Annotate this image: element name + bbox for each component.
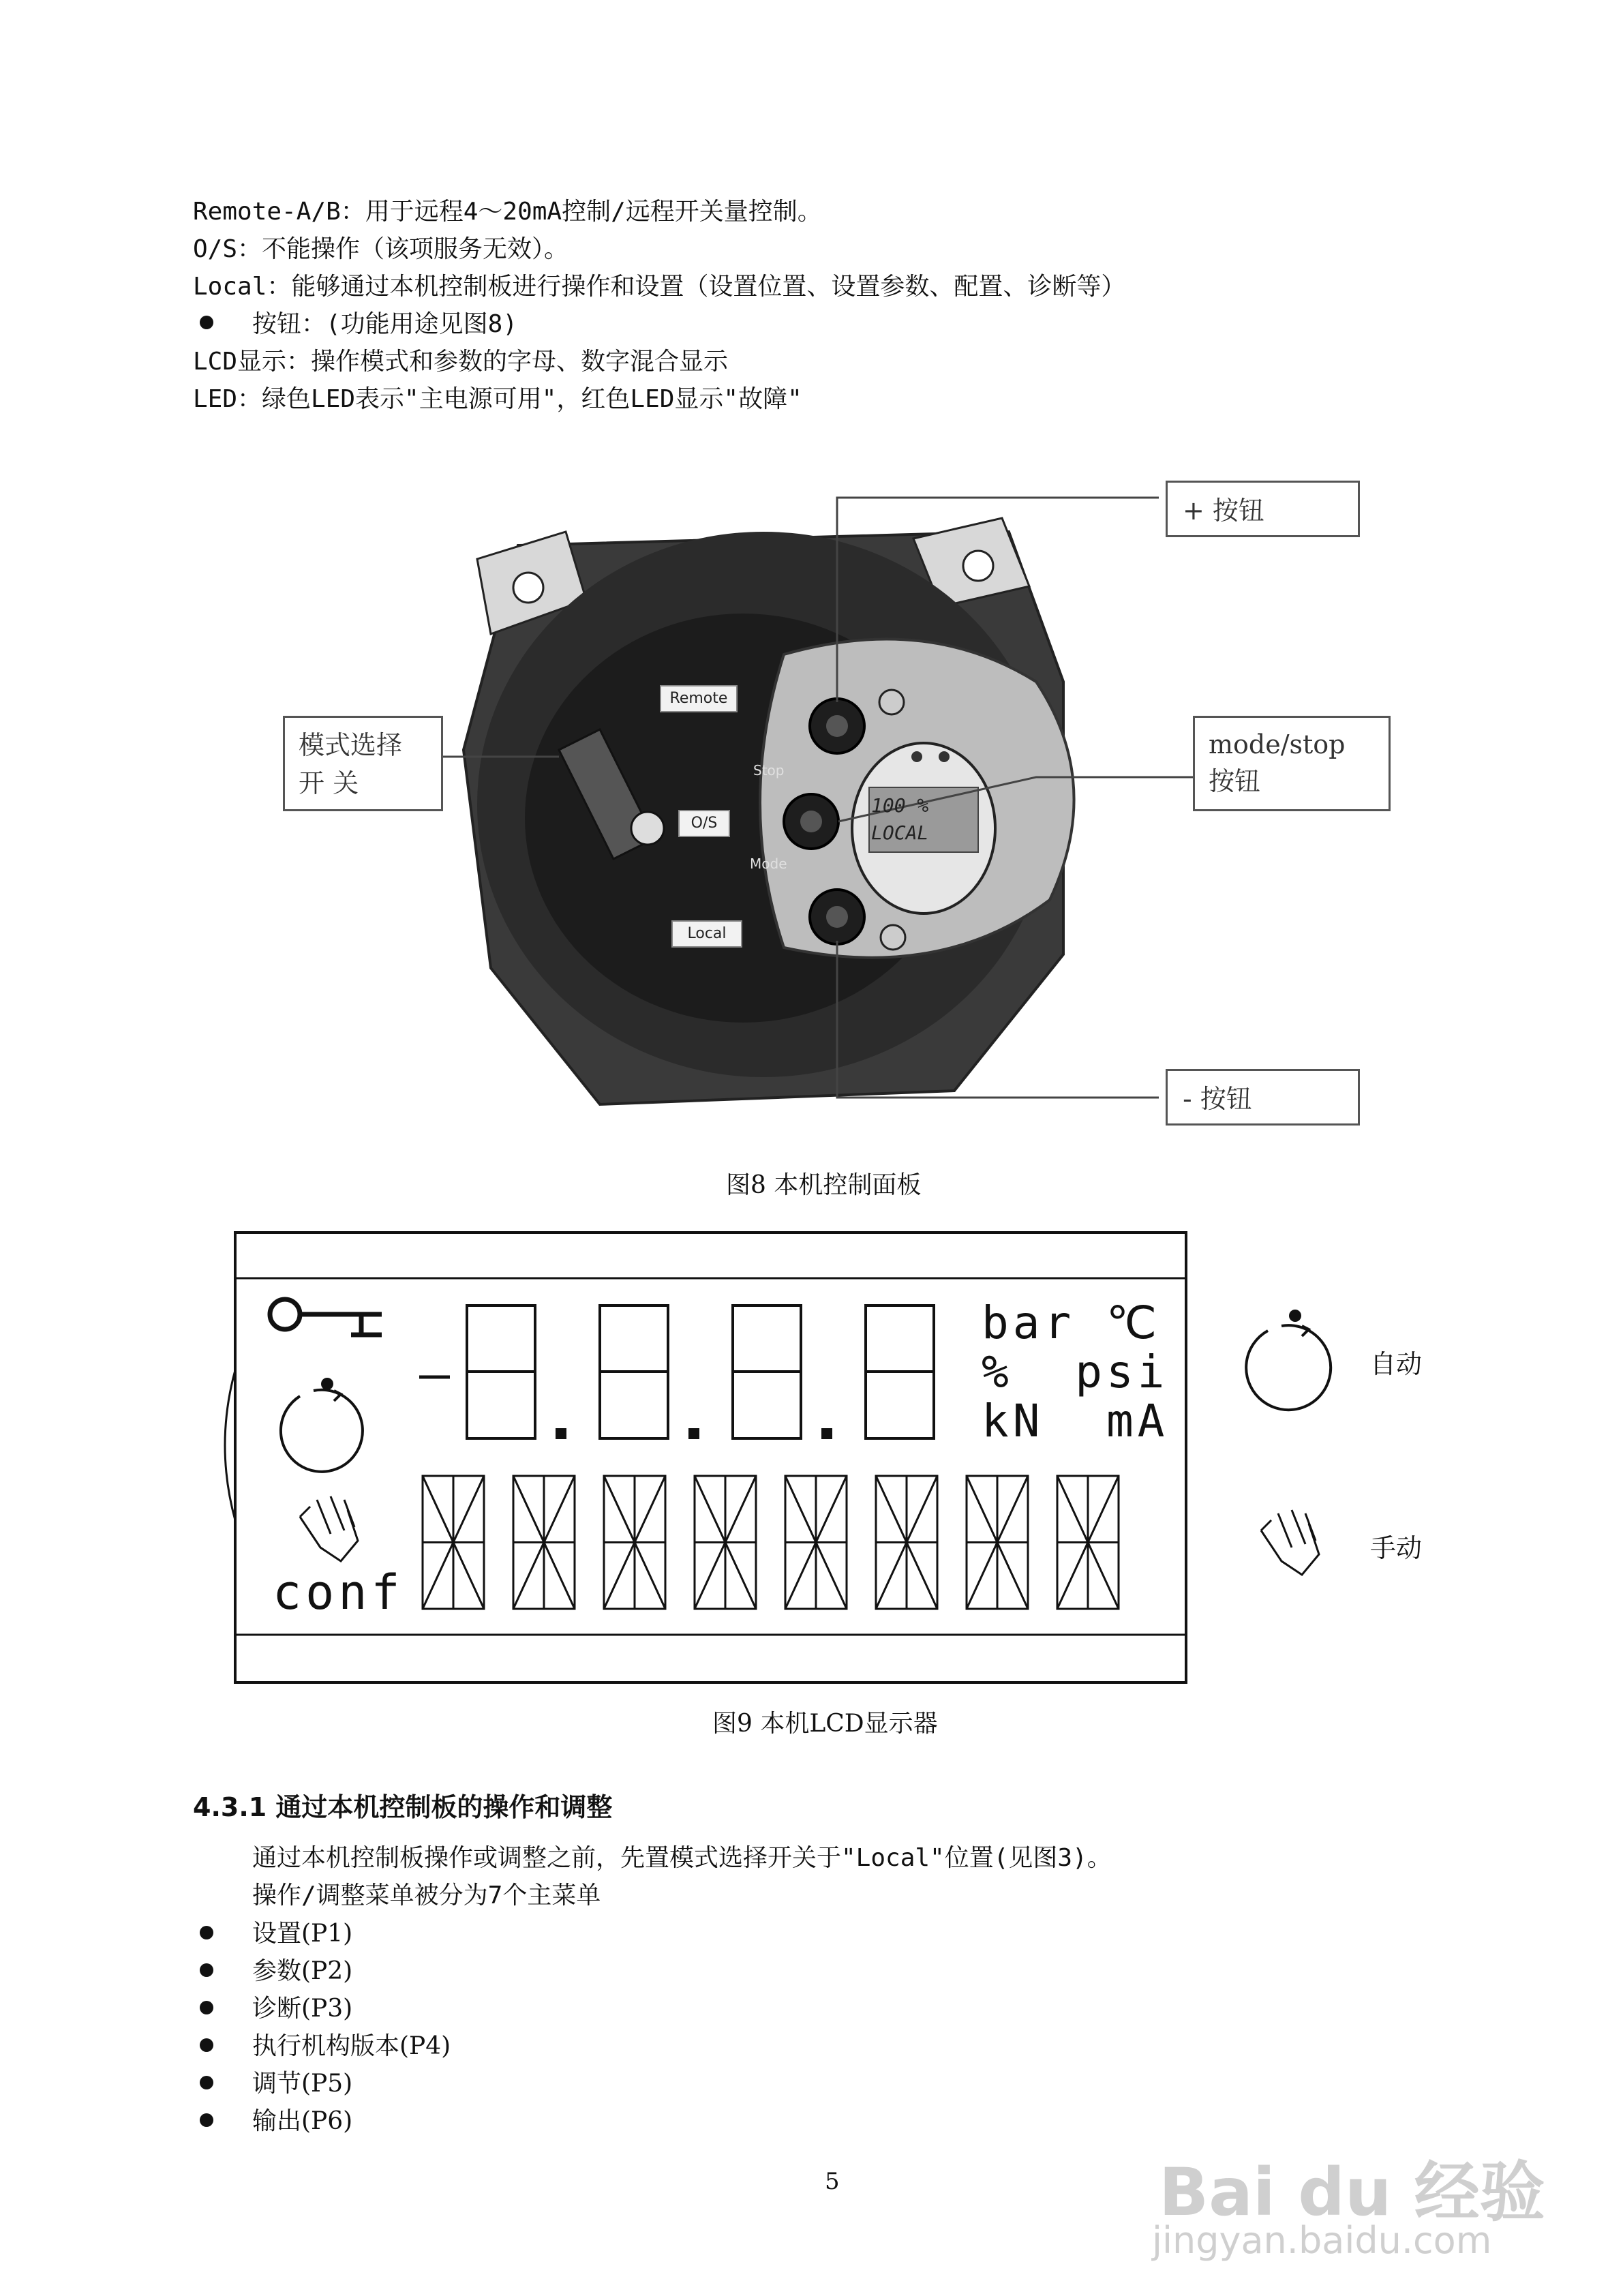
sixteen-seg-char-6 xyxy=(876,1476,937,1609)
list-item: 输出(P6) xyxy=(252,2107,353,2135)
lcd-side-tab xyxy=(225,1370,235,1520)
callout-modestop-line1: mode/stop xyxy=(1209,729,1346,759)
intro-os-line: O/S：不能操作（该项服务无效）。 xyxy=(193,235,569,263)
list-item: 诊断(P3) xyxy=(252,1995,353,2023)
bullet-icon xyxy=(200,2038,213,2052)
lcd-unit-row-2: % psi xyxy=(982,1346,1169,1398)
bullet-icon xyxy=(200,2076,213,2089)
list-item: 设置(P1) xyxy=(252,1920,353,1948)
callout-mode-line1: 模式选择 xyxy=(299,730,403,760)
lcd-percent-text: 100 % xyxy=(871,794,929,817)
bullet-icon xyxy=(200,1963,213,1977)
bullet-icon xyxy=(200,2001,213,2014)
callout-mode-line2: 开 关 xyxy=(299,768,359,798)
sixteen-seg-char-5 xyxy=(785,1476,847,1609)
figure9-caption: 图9 本机LCD显示器 xyxy=(712,1710,938,1738)
list-item: 参数(P2) xyxy=(252,1957,353,1985)
label-mode: Mode xyxy=(750,856,787,872)
sixteen-seg-char-8 xyxy=(1057,1476,1119,1609)
decimal-point-3 xyxy=(821,1428,832,1439)
page-number: 5 xyxy=(825,2168,840,2195)
callout-minus-text: - 按钮 xyxy=(1183,1084,1252,1114)
callout-modestop-line2: 按钮 xyxy=(1209,766,1261,796)
lcd-mode-text: LOCAL xyxy=(871,821,929,844)
list-item: 执行机构版本(P4) xyxy=(252,2032,451,2060)
sixteen-seg-char-1 xyxy=(423,1476,484,1609)
sixteen-seg-char-2 xyxy=(513,1476,575,1609)
intro-local-line: Local：能够通过本机控制板进行操作和设置（设置位置、设置参数、配置、诊断等） xyxy=(193,273,1126,301)
section-para-2: 操作/调整菜单被分为7个主菜单 xyxy=(252,1882,601,1909)
label-local: Local xyxy=(671,920,742,948)
bullet-icon xyxy=(200,2113,213,2127)
watermark-brand: Bai du 经验 xyxy=(1159,2154,1545,2231)
label-stop: Stop xyxy=(753,762,785,779)
sixteen-seg-char-4 xyxy=(695,1476,756,1609)
intro-lcd-line: LCD显示：操作模式和参数的字母、数字混合显示 xyxy=(193,348,729,376)
bullet-icon xyxy=(200,1926,213,1939)
intro-button-line: 按钮：(功能用途见图8) xyxy=(252,310,518,338)
legend-manual-label: 手动 xyxy=(1370,1533,1423,1563)
auto-legend-icon xyxy=(1246,1310,1331,1410)
lcd-unit-row-3: kN mA xyxy=(982,1395,1169,1447)
manual-legend-icon xyxy=(1261,1510,1319,1575)
decimal-point-1 xyxy=(556,1428,566,1439)
callout-plus-text: + 按钮 xyxy=(1183,496,1264,526)
label-remote: Remote xyxy=(660,685,738,712)
list-item: 调节(P5) xyxy=(252,2070,353,2098)
section-para-1: 通过本机控制板操作或调整之前，先置模式选择开关于"Local"位置(见图3)。 xyxy=(252,1844,1112,1872)
decimal-point-2 xyxy=(688,1428,699,1439)
lcd-conf-text: conf xyxy=(273,1565,404,1620)
intro-led-line: LED：绿色LED表示"主电源可用"，红色LED显示"故障" xyxy=(193,385,802,413)
watermark-url: jingyan.baidu.com xyxy=(1152,2219,1492,2262)
label-os: O/S xyxy=(678,810,730,837)
section-heading: 4.3.1 通过本机控制板的操作和调整 xyxy=(193,1792,613,1822)
figure8-caption: 图8 本机控制面板 xyxy=(726,1171,922,1199)
sixteen-seg-char-3 xyxy=(604,1476,665,1609)
sixteen-seg-char-7 xyxy=(967,1476,1028,1609)
lcd-unit-row-1: bar ℃ xyxy=(982,1297,1162,1349)
intro-remote-line: Remote-A/B：用于远程4～20mA控制/远程开关量控制。 xyxy=(193,198,822,226)
legend-auto-label: 自动 xyxy=(1370,1349,1423,1379)
